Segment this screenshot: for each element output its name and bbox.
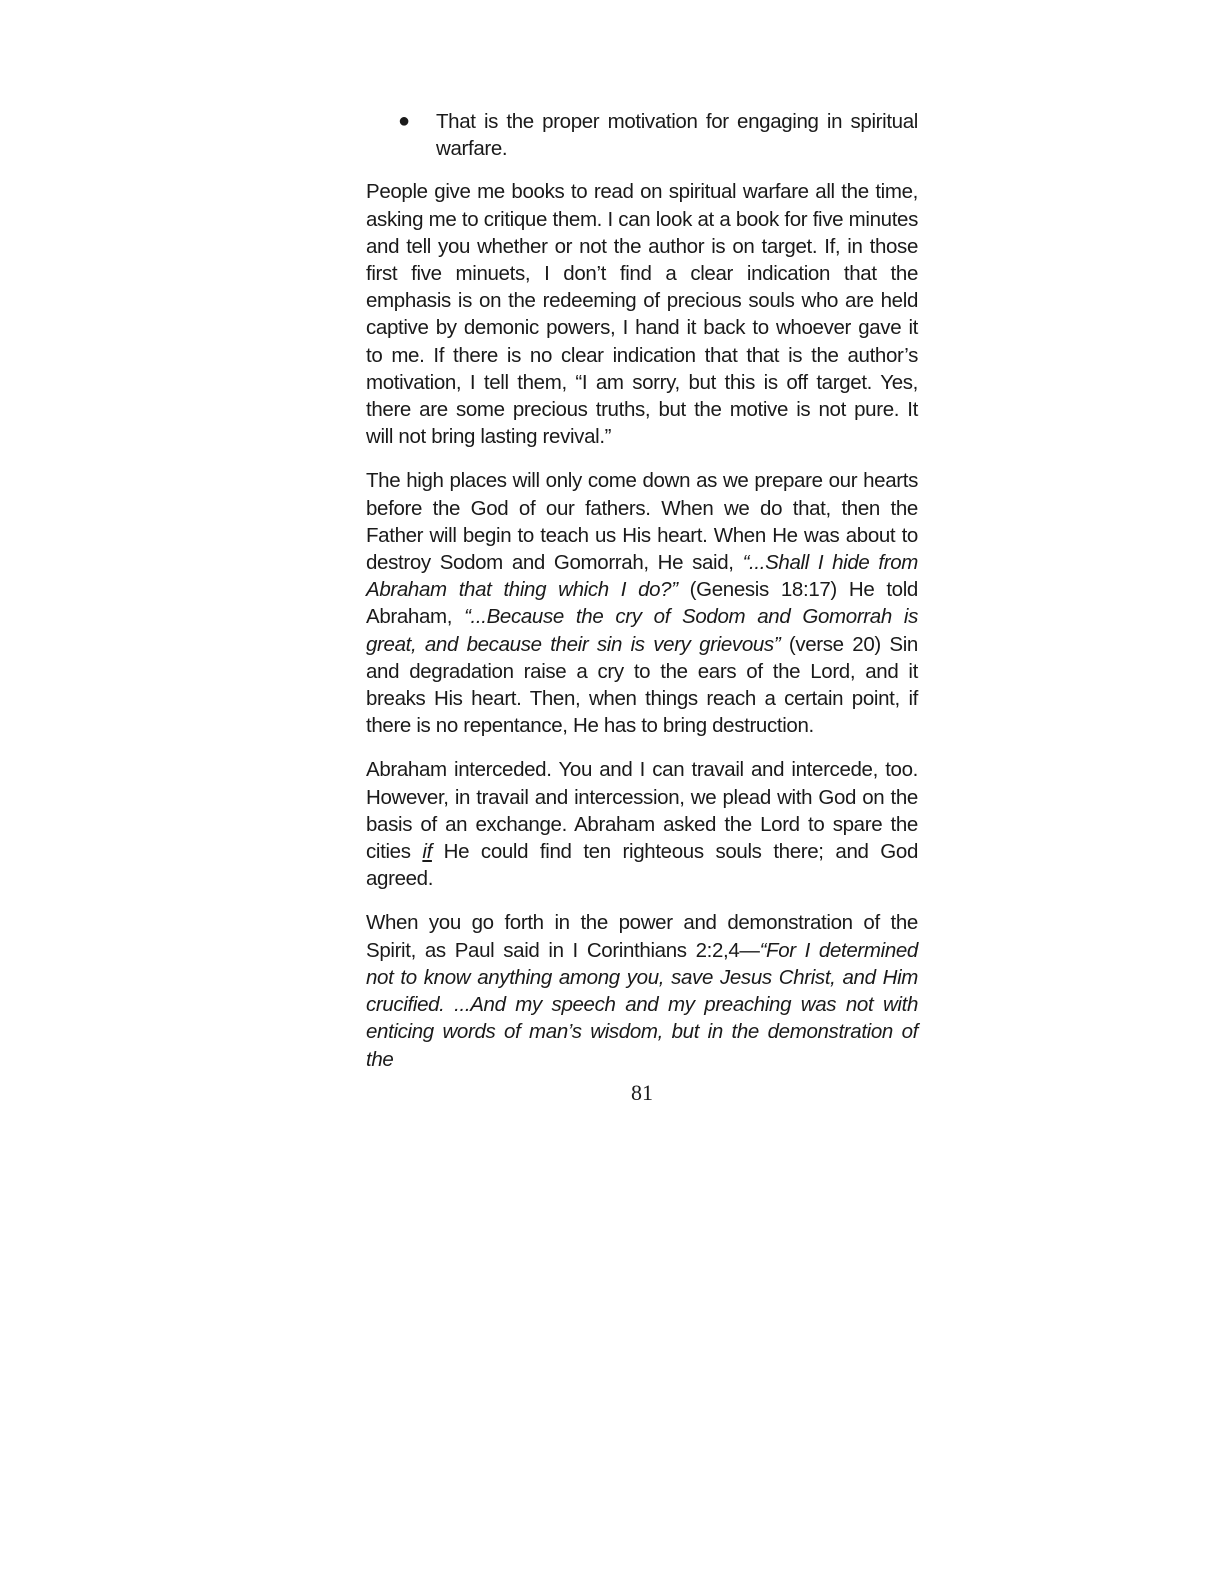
paragraph-3-text-1: Abraham interceded. You and I can travail and intercede, too. However, in travail and intercession, we plead with God on the basis of an exchange. Abraham asked the Lord to spare the cities xyxy=(366,758,918,864)
paragraph-2-text-2: (Genesis 18:17) He told Abraham, xyxy=(366,578,918,629)
emphasis-if: if xyxy=(422,840,432,864)
genesis-quote-1: “...Shall I hide from Abraham that thing which I do?” xyxy=(366,551,918,602)
paragraph-4 xyxy=(366,909,918,1072)
bullet-text: That is the proper motivation for engaging in spiritual warfare. xyxy=(436,110,918,161)
corinthians-quote: “For I determined not to know anything among you, save Jesus Christ, and Him crucified. ...And my speech and my preaching was not with enticing words of man’s wisdom, but in the demonstration of the xyxy=(366,938,918,1071)
paragraph-3-text-2: He could find ten righteous souls there; and God agreed. xyxy=(366,840,918,891)
bullet-item xyxy=(398,108,918,162)
page-number: 81 xyxy=(631,1080,653,1105)
bullet-icon: ● xyxy=(398,110,410,132)
paragraph-2-text-3: (verse 20) Sin and degradation raise a cry to the ears of the Lord, and it breaks His heart. Then, when things reach a certain point, if there is no repentance, He has to bring destruction. xyxy=(366,632,918,738)
paragraph-1: People give me books to read on spiritual warfare all the time, asking me to critique them. I can look at a book for five minutes and tell you whether or not the author is on target. If, in those first five minuets, I don’t find a clear indication that the emphasis is on the redeeming of precious souls who are held captive by demonic powers, I hand it back to whoever gave it to me. If there is no clear indication that that is the author’s motivation, I tell them, “I am sorry, but this is off target. Yes, there are some precious truths, but the motive is not pure. It will not bring lasting revival.” xyxy=(366,180,918,449)
page-body xyxy=(366,108,918,1090)
paragraph-2 xyxy=(366,467,918,739)
paragraph-3 xyxy=(366,756,918,892)
paragraph-4-text-1: When you go forth in the power and demonstration of the Spirit, as Paul said in I Corinthians 2:2,4— xyxy=(366,911,918,962)
genesis-quote-2: “...Because the cry of Sodom and Gomorrah is great, and because their sin is very grievous” xyxy=(366,605,918,656)
paragraph-2-text-1: The high places will only come down as we prepare our hearts before the God of our fathers. When we do that, then the Father will begin to teach us His heart. When He was about to destroy Sodom and Gomorrah, He said, xyxy=(366,469,918,575)
